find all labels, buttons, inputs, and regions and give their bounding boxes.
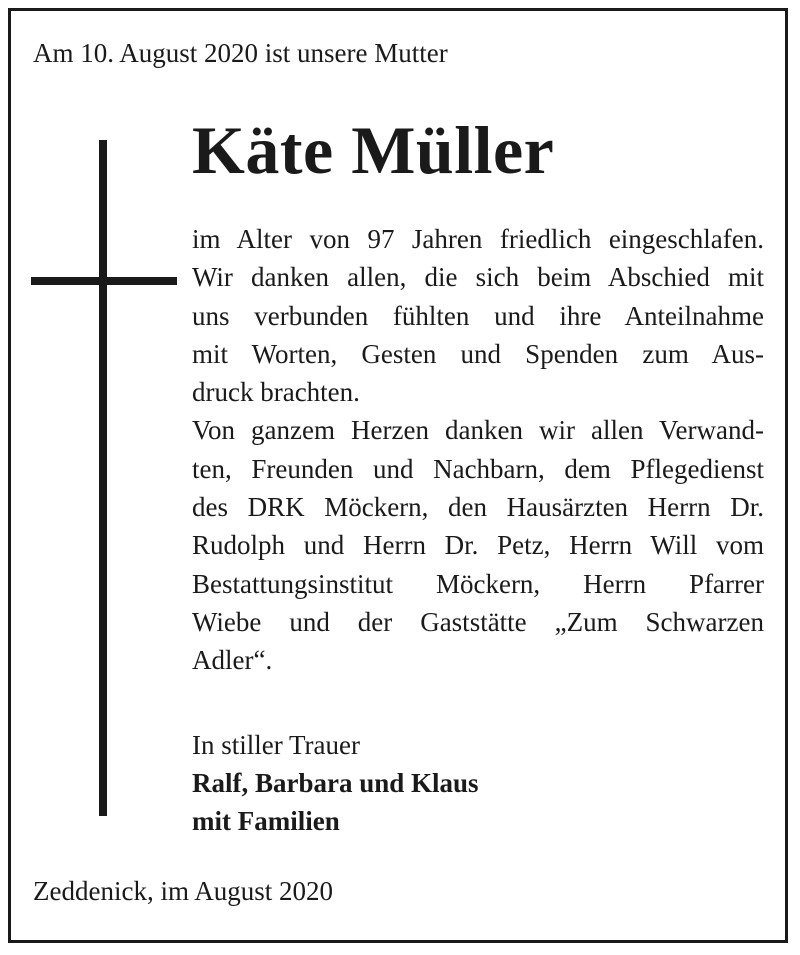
body-line: Bestattungsinstitut Möckern, Herrn Pfarrer — [192, 568, 764, 599]
body-line: mit Worten, Gesten und Spenden zum Aus- — [192, 338, 764, 369]
body-line: Von ganzem Herzen danken wir allen Verwand- — [192, 415, 764, 446]
thanks-paragraph — [192, 220, 764, 680]
body-line: Rudolph und Herrn Dr. Petz, Herrn Will vom — [192, 530, 764, 561]
body-line: Wiebe und der Gaststätte „Zum Schwarzen — [192, 606, 764, 637]
mourners-names: Ralf, Barbara und Klaus — [192, 768, 479, 798]
body-line: ten, Freunden und Nachbarn, dem Pflegedienst — [192, 453, 764, 484]
cross-icon — [99, 140, 107, 816]
signature-block — [192, 726, 752, 840]
place-date: Zeddenick, im August 2020 — [33, 876, 333, 906]
mourning-phrase: In stiller Trauer — [192, 730, 360, 760]
body-line: druck brachten. — [192, 377, 360, 408]
body-line: im Alter von 97 Jahren friedlich eingeschlafen. — [192, 224, 764, 254]
intro-text: Am 10. August 2020 ist unsere Mutter — [33, 38, 448, 68]
body-line: Adler“. — [192, 645, 273, 676]
body-line: uns verbunden fühlten und ihre Anteilnahme — [192, 300, 764, 331]
body-line: Wir danken allen, die sich beim Abschied mit — [192, 262, 764, 293]
mourners-families: mit Familien — [192, 806, 340, 836]
body-line: des DRK Möckern, den Hausärzten Herrn Dr. — [192, 492, 764, 523]
cross-icon-crossbar — [31, 277, 177, 285]
deceased-name: Käte Müller — [192, 112, 555, 188]
